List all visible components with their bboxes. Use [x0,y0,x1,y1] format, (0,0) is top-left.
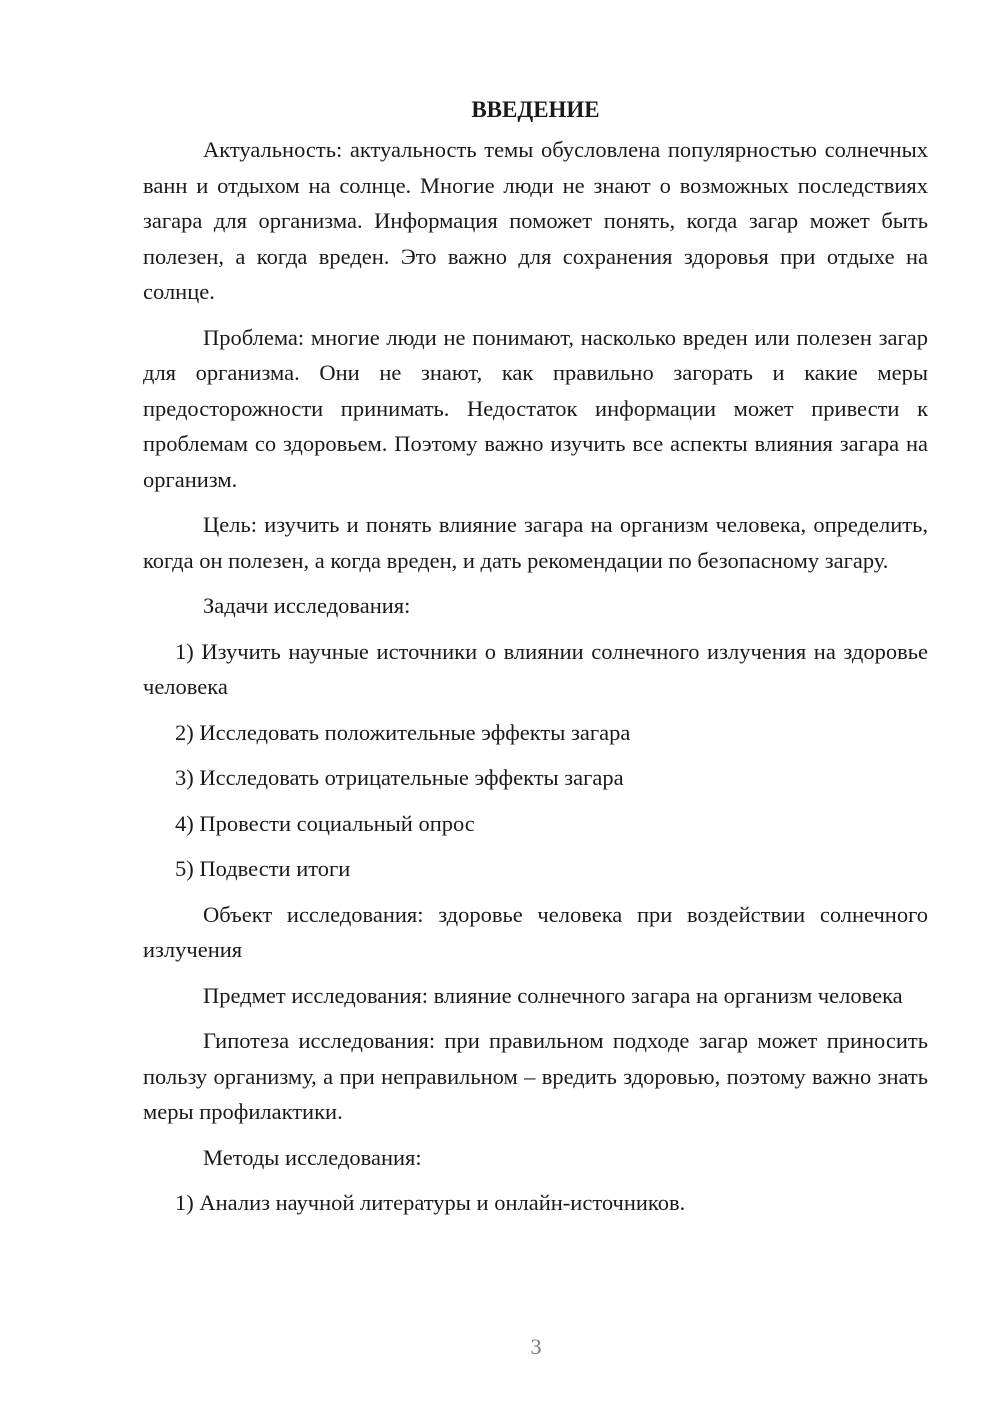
goal-paragraph: Цель: изучить и понять влияние загара на организм человека, определить, когда он полезен, а когда вреден, и дать рекомендации по безопасному загару. [143,512,928,573]
object-paragraph: Объект исследования: здоровье человека при воздействии солнечного излучения [143,901,928,962]
task-item-4: 4) Провести социальный опрос [175,810,475,836]
page-number: 3 [530,1334,542,1359]
relevance-paragraph: Актуальность: актуальность темы обусловлена популярностью солнечных ванн и отдыхом на солнце. Многие люди не знают о возможных последствиях загара для организма. Информация поможет понять, когда загар может быть полезен, а когда вреден. Это важно для сохранения здоровья при отдыхе на солнце. [143,137,928,304]
methods-heading: Методы исследования: [203,1144,422,1170]
subject-paragraph: Предмет исследования: влияние солнечного загара на организм человека [203,982,903,1008]
hypothesis-paragraph: Гипотеза исследования: при правильном подходе загар может приносить пользу организму, а при неправильном – вредить здоровью, поэтому важно знать меры профилактики. [143,1028,928,1124]
method-item-1: 1) Анализ научной литературы и онлайн-источников. [175,1190,686,1215]
task-item-5: 5) Подвести итоги [175,856,351,881]
task-item-3: 3) Исследовать отрицательные эффекты загара [175,765,624,790]
problem-paragraph: Проблема: многие люди не понимают, насколько вреден или полезен загар для организма. Они не знают, как правильно загорать и какие меры предосторожности принимать. Недостаток информации может привести к проблемам со здоровьем. Поэтому важно изучить все аспекты влияния загара на организм. [143,324,928,492]
page-title: ВВЕДЕНИЕ [471,97,600,122]
tasks-heading: Задачи исследования: [203,593,411,618]
document-page [143,92,928,1231]
task-item-2: 2) Исследовать положительные эффекты загара [175,719,631,745]
task-item-1: 1) Изучить научные источники о влиянии солнечного излучения на здоровье человека [143,638,928,699]
